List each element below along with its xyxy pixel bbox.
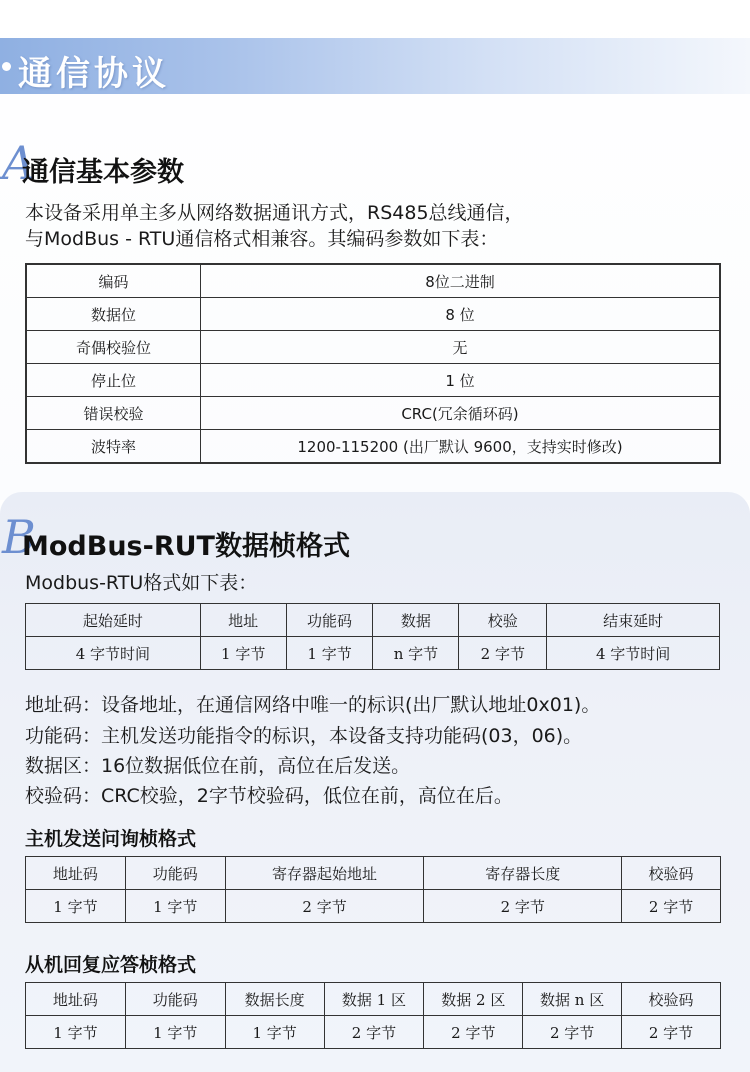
section-b-letter: B xyxy=(2,510,36,564)
column-header: 数据 n 区 xyxy=(523,983,622,1016)
table-cell: 2 字节 xyxy=(424,1016,523,1049)
encoding-params-table xyxy=(25,263,721,464)
column-header: 结束延时 xyxy=(547,604,720,637)
modbus-frame-table xyxy=(25,603,720,670)
query-frame-title: 主机发送问询桢格式 xyxy=(25,828,197,850)
table-header-row xyxy=(26,857,721,890)
table-cell: 2 字节 xyxy=(622,1016,721,1049)
column-header: 地址码 xyxy=(26,983,126,1016)
param-name: 错误校验 xyxy=(26,397,200,430)
query-frame-table xyxy=(25,856,721,923)
table-cell: 4 字节时间 xyxy=(26,637,201,670)
table-cell: 1 字节 xyxy=(286,637,373,670)
param-value: 8位二进制 xyxy=(200,264,720,298)
column-header: 寄存器起始地址 xyxy=(225,857,424,890)
param-name: 停止位 xyxy=(26,364,200,397)
table-cell: 2 字节 xyxy=(324,1016,424,1049)
param-value: 8 位 xyxy=(200,298,720,331)
table-cell: 1 字节 xyxy=(125,1016,225,1049)
column-header: 地址码 xyxy=(26,857,126,890)
table-cell: 2 字节 xyxy=(225,890,424,923)
param-name: 奇偶校验位 xyxy=(26,331,200,364)
data-area-desc: 数据区：16位数据低位在前，高位在后发送。 xyxy=(25,755,411,777)
table-cell: 2 字节 xyxy=(459,637,547,670)
param-name: 波特率 xyxy=(26,430,200,464)
param-value: 无 xyxy=(200,331,720,364)
table-cell: 2 字节 xyxy=(424,890,622,923)
table-cell: n 字节 xyxy=(373,637,459,670)
section-a-intro-line2: 与ModBus - RTU通信格式相兼容。其编码参数如下表： xyxy=(25,228,499,250)
section-a-title: 通信基本参数 xyxy=(22,157,184,188)
param-value: 1200-115200 (出厂默认 9600，支持实时修改) xyxy=(200,430,720,464)
column-header: 地址 xyxy=(200,604,286,637)
section-banner xyxy=(0,38,750,94)
function-code-desc: 功能码：主机发送功能指令的标识，本设备支持功能码(03，06)。 xyxy=(25,725,583,747)
table-header-row xyxy=(26,983,721,1016)
table-cell: 2 字节 xyxy=(622,890,721,923)
table-row xyxy=(26,364,720,397)
column-header: 校验 xyxy=(459,604,547,637)
table-cell: 1 字节 xyxy=(26,890,126,923)
column-header: 起始延时 xyxy=(26,604,201,637)
reply-frame-title: 从机回复应答桢格式 xyxy=(25,954,197,976)
table-row xyxy=(26,430,720,464)
table-cell: 1 字节 xyxy=(200,637,286,670)
table-row xyxy=(26,331,720,364)
table-row xyxy=(26,298,720,331)
table-cell: 1 字节 xyxy=(125,890,225,923)
param-name: 编码 xyxy=(26,264,200,298)
table-cell: 1 字节 xyxy=(26,1016,126,1049)
table-row xyxy=(26,890,721,923)
column-header: 数据 xyxy=(373,604,459,637)
column-header: 功能码 xyxy=(125,983,225,1016)
column-header: 数据 2 区 xyxy=(424,983,523,1016)
table-row xyxy=(26,397,720,430)
param-name: 数据位 xyxy=(26,298,200,331)
bullet-dot-icon xyxy=(2,62,11,71)
table-cell: 2 字节 xyxy=(523,1016,622,1049)
address-code-desc: 地址码：设备地址，在通信网络中唯一的标识(出厂默认地址0x01)。 xyxy=(25,694,601,716)
reply-frame-table xyxy=(25,982,721,1049)
check-code-desc: 校验码：CRC校验，2字节校验码，低位在前，高位在后。 xyxy=(25,785,513,807)
column-header: 功能码 xyxy=(286,604,373,637)
column-header: 数据 1 区 xyxy=(324,983,424,1016)
section-a-letter: A xyxy=(2,136,36,190)
section-b-title: ModBus-RUT数据桢格式 xyxy=(22,531,350,562)
column-header: 数据长度 xyxy=(225,983,324,1016)
column-header: 校验码 xyxy=(622,983,721,1016)
section-a-intro-line1: 本设备采用单主多从网络数据通讯方式，RS485总线通信， xyxy=(25,202,524,224)
column-header: 功能码 xyxy=(125,857,225,890)
param-value: CRC(冗余循环码) xyxy=(200,397,720,430)
param-value: 1 位 xyxy=(200,364,720,397)
section-b-intro: Modbus-RTU格式如下表： xyxy=(25,572,258,594)
table-row xyxy=(26,264,720,298)
column-header: 校验码 xyxy=(622,857,721,890)
table-row xyxy=(26,1016,721,1049)
table-header-row xyxy=(26,604,720,637)
table-row xyxy=(26,637,720,670)
banner-title: 通信协议 xyxy=(18,54,170,94)
table-cell: 1 字节 xyxy=(225,1016,324,1049)
column-header: 寄存器长度 xyxy=(424,857,622,890)
table-cell: 4 字节时间 xyxy=(547,637,720,670)
